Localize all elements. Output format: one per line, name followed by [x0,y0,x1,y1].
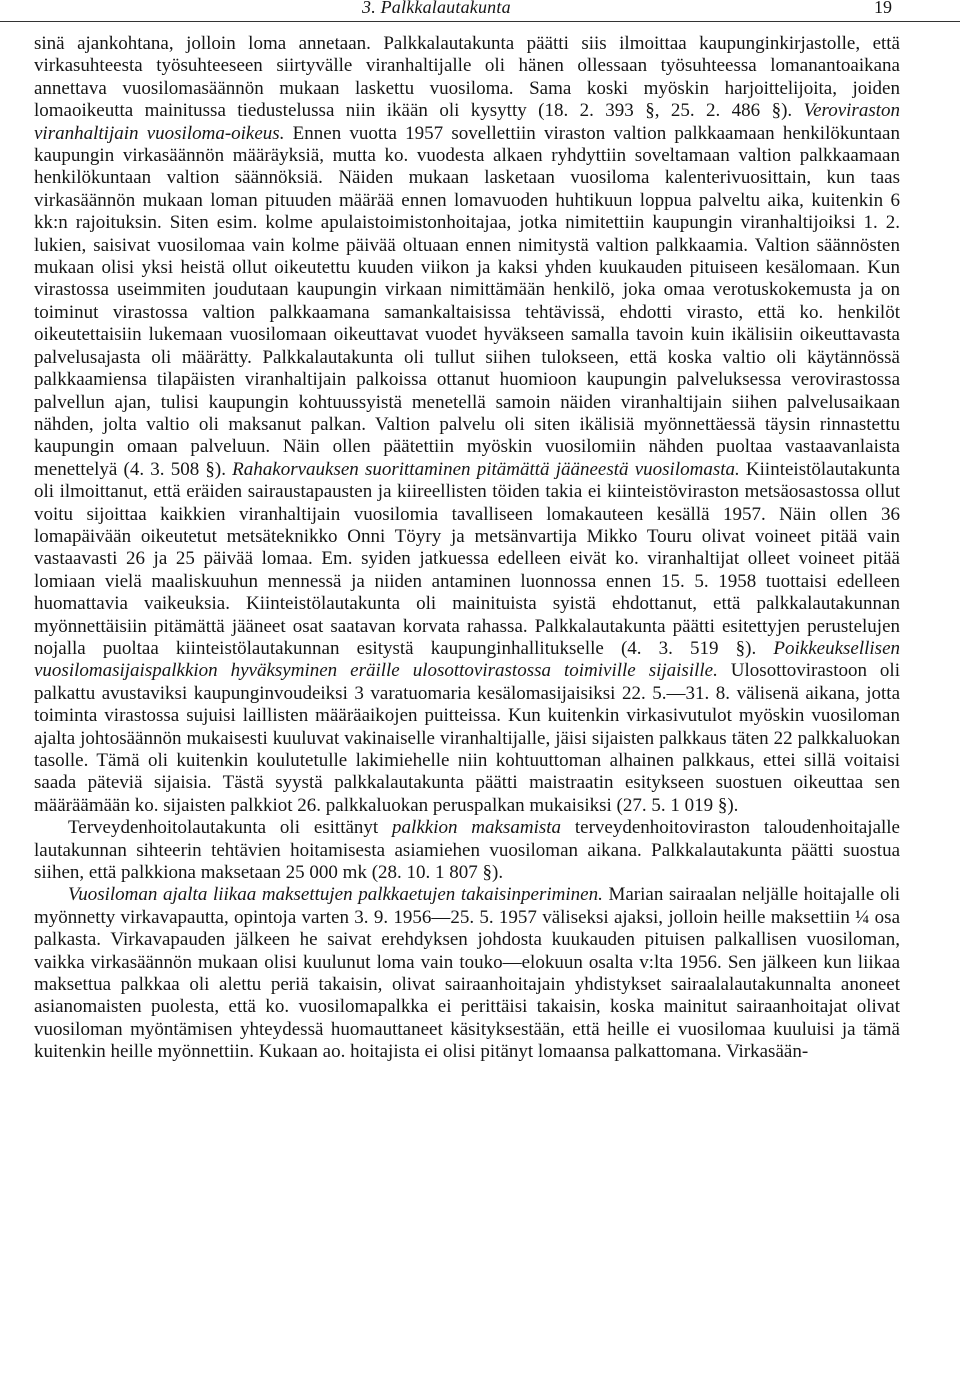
italic-heading: Veroviraston viranhaltijain vuosiloma-oikeus. [34,100,900,144]
running-head: 3. Palkkalautakunta [362,0,511,17]
text-run: Terveydenhoitolautakunta oli esittänyt [68,817,393,839]
header-rule [0,21,960,22]
italic-heading: Poikkeuksellisen vuosilomasijaispalkkion hyväksyminen eräille ulosottovirastossa toimiville sijaisille. [34,637,900,682]
text-run: Ennen vuotta 1957 sovellettiin viraston valtion palkkaamaan henkilökuntaan kaupungin virkasäännön määräyksiä, mutta ko. vuodesta alkaen ryhdyttiin soveltamaan valtion palkkaamaan henkilökuntaan valtion säännöksiä. Näiden mukaan lasketaan vuosiloma kalenterivuosittain, kun taas virkasäännön mukaan loman pituuden määrää ennen lomavuoden huhtikuun loppua palveltu aika, kuitenkin 6 kk:n rajoituksin. Siten esim. kolme apulaistoimistonhoitajaa, jotka nimitettiin kaupungin viranhaltijoiksi 1. 2. lukien, saisivat vuosilomaa vain kolme päivää oltuaan ennen nimitystä valtion palkkaamia. Valtion säännösten mukaan olisi yksi heistä ollut oikeutettu kuuden viikon ja kaksi yhden kuukauden pituiseen kesälomaan. Kun virastossa useimmiten joudutaan kaupungin virkaan nimittämään henkilö, joka omaa verotuskokemusta ja on toiminut virastossa valtion palkkaamana samankaltaisissa tehtävissä, ehdotti virasto, että ko. henkilöt oikeutettaisiin lukemaan vuosilomaan oikeuttavat vuodet hyväkseen samalla tavoin kuin ikälisiin oikeuttavasta palvelusajasta oli määrätty. Palkkalautakunta oli tullut siihen tulokseen, että koska valtio oli käytännössä palkkaamiensa tilapäisten viranhaltijain palkoissa ottanut huomioon kaupungin palveluksessa verovirastossa palvellun ajan, tulisi kaupungin kohtuussyistä menetellä samoin näiden viranhaltijain siihen palvelusaikaan nähden, jolta valtio oli maksanut palkan. Valtion palvelu oli siten ikälisiä myönnettäessä täysin rinnastettu kaupungin omaan palveluun. Näin ollen päätettiin myöskin vuosilomiin nähden puoltaa vastaavanlaista menettelyä (4. 3. 508 §). [34,122,900,480]
text-run: Marian sairaalan neljälle hoitajalle oli myönnetty virkavapautta, opintoja varten 3. 9. 1956—25. 5. 1957 väliseksi ajaksi, jolloin heille maksettiin ¼ osa palkasta. Virkavapauden jälkeen he saivat erehdyksen johdosta kuukauden pituisen palkallisen vuosiloman, vaikka virkasäännön mukaan olisi kuulunut loma vain touko—elokuun osalta v:lta 1956. Sen jälkeen kun liikaa maksettua palkkaa oli alettu periä takaisin, olivat sairaanhoitajain yhdistykset sairaalalautakunnalta anoneet asianomaisten puolesta, että ko. vuosilomapalkka ei perittäisi takaisin, koska mainitut sairaanhoitajat olivat vuosiloman myöntämisen yhteydessä huomauttaneet käsityksestään, että heille ei vuosilomaa kuuluisi ja tämä kuitenkin heille myönnettiin. Kukaan ao. hoitajista ei olisi pitänyt lomaansa palkattomana. Virkasään- [34,884,901,1063]
paragraph [34,817,900,884]
paragraph [34,33,900,817]
italic-heading: palkkion maksamista [392,817,562,839]
text-run: sinä ajankohtana, jolloin loma annetaan. Palkkalautakunta päätti siis ilmoittaa kaupunginkirjastolle, että virkasuhteesta työsuhteeseen siirtyvälle viranhaltijalle oli hänen ollessaan työsuhteessa lomanantoaikana annettava vuosilomasäännön mukaan laskettu vuosiloma. Sama koski myöskin harjoittelijoita, joiden lomaoikeutta mainitussa tiedustelussa niin ikään oli kysytty (18. 2. 393 §, 25. 2. 486 §). [34,33,900,122]
text-run: Kiinteistölautakunta oli ilmoittanut, että eräiden sairaustapausten ja kiireellisten töiden takia ei kiinteistöviraston metsäosastossa ollut voitu sijoittaa kaikkien viranhaltijain vuosilomia tavalliseen lomakauteen kesällä 1957. Näin ollen 36 lomapäivään oikeutetut metsäteknikko Onni Töyry ja metsänvartija Mikko Touru olivat voineet pitää vain vastaavasti 26 ja 25 päivää lomaa. Em. syiden jatkuessa edelleen eivät ko. viranhaltijat olleet voineet pitää lomiaan vielä maaliskuuhun mennessä ja niiden antaminen luonnossa ennen 15. 5. 1958 tuottaisi edelleen huomattavia vaikeuksia. Kiinteistölautakunta oli mainituista syistä ehdottanut, että palkkalautakunnan myönnettäisiin pitämättä jääneet osat saatavan korvata rahassa. Palkkalautakunta päätti esitettyjen perustelujen nojalla puoltaa kiinteistölautakunnan esitystä kaupunginhallitukselle (4. 3. 519 §). [34,458,901,659]
page-header [0,0,960,22]
page-number: 19 [874,0,892,17]
text-run: terveydenhoitoviraston taloudenhoitajalle lautakunnan sihteerin tehtävien hoitamisesta asiamiehen vuosiloman aikana. Palkkalautakunta päätti suostua siihen, että palkkiona maksetaan 25 000 mk (28. 10. 1 807 §). [34,817,900,884]
text-run: Ulosottovirastoon oli palkattu avustaviksi kaupunginvoudeiksi 3 varatuomaria kesälomasijaisiksi 22. 5.—31. 8. välisenä aikana, jotta toiminta virastossa sujuisi laillisten määräaikojen puitteissa. Kun kuitenkin virkasivutulot myöskin vuosiloman ajalta johtosäännön mukaisesti kuuluvat vakinaiselle viranhaltijalle, jäisi sijaisten palkkaus täten 22 palkkaluokan tasolle. Tämä oli kuitenkin koulutetulle lakimiehelle niin kohtuuttoman alhainen palkkaus, ettei sillä voitaisi saada päteviä sijaisia. Tästä syystä palkkalautakunta päätti maistraatin esitykseen suostuen oikeuttaa sen määräämään ko. sijaisten palkkiot 26. palkkaluokan peruspalkan mukaisiksi (27. 5. 1 019 §). [34,660,900,816]
body-text [34,33,900,1064]
italic-heading: Rahakorvauksen suorittaminen pitämättä jääneestä vuosilomasta. [232,458,740,480]
italic-heading: Vuosiloman ajalta liikaa maksettujen palkkaetujen takaisinperiminen. [68,884,603,906]
paragraph [34,884,900,1063]
